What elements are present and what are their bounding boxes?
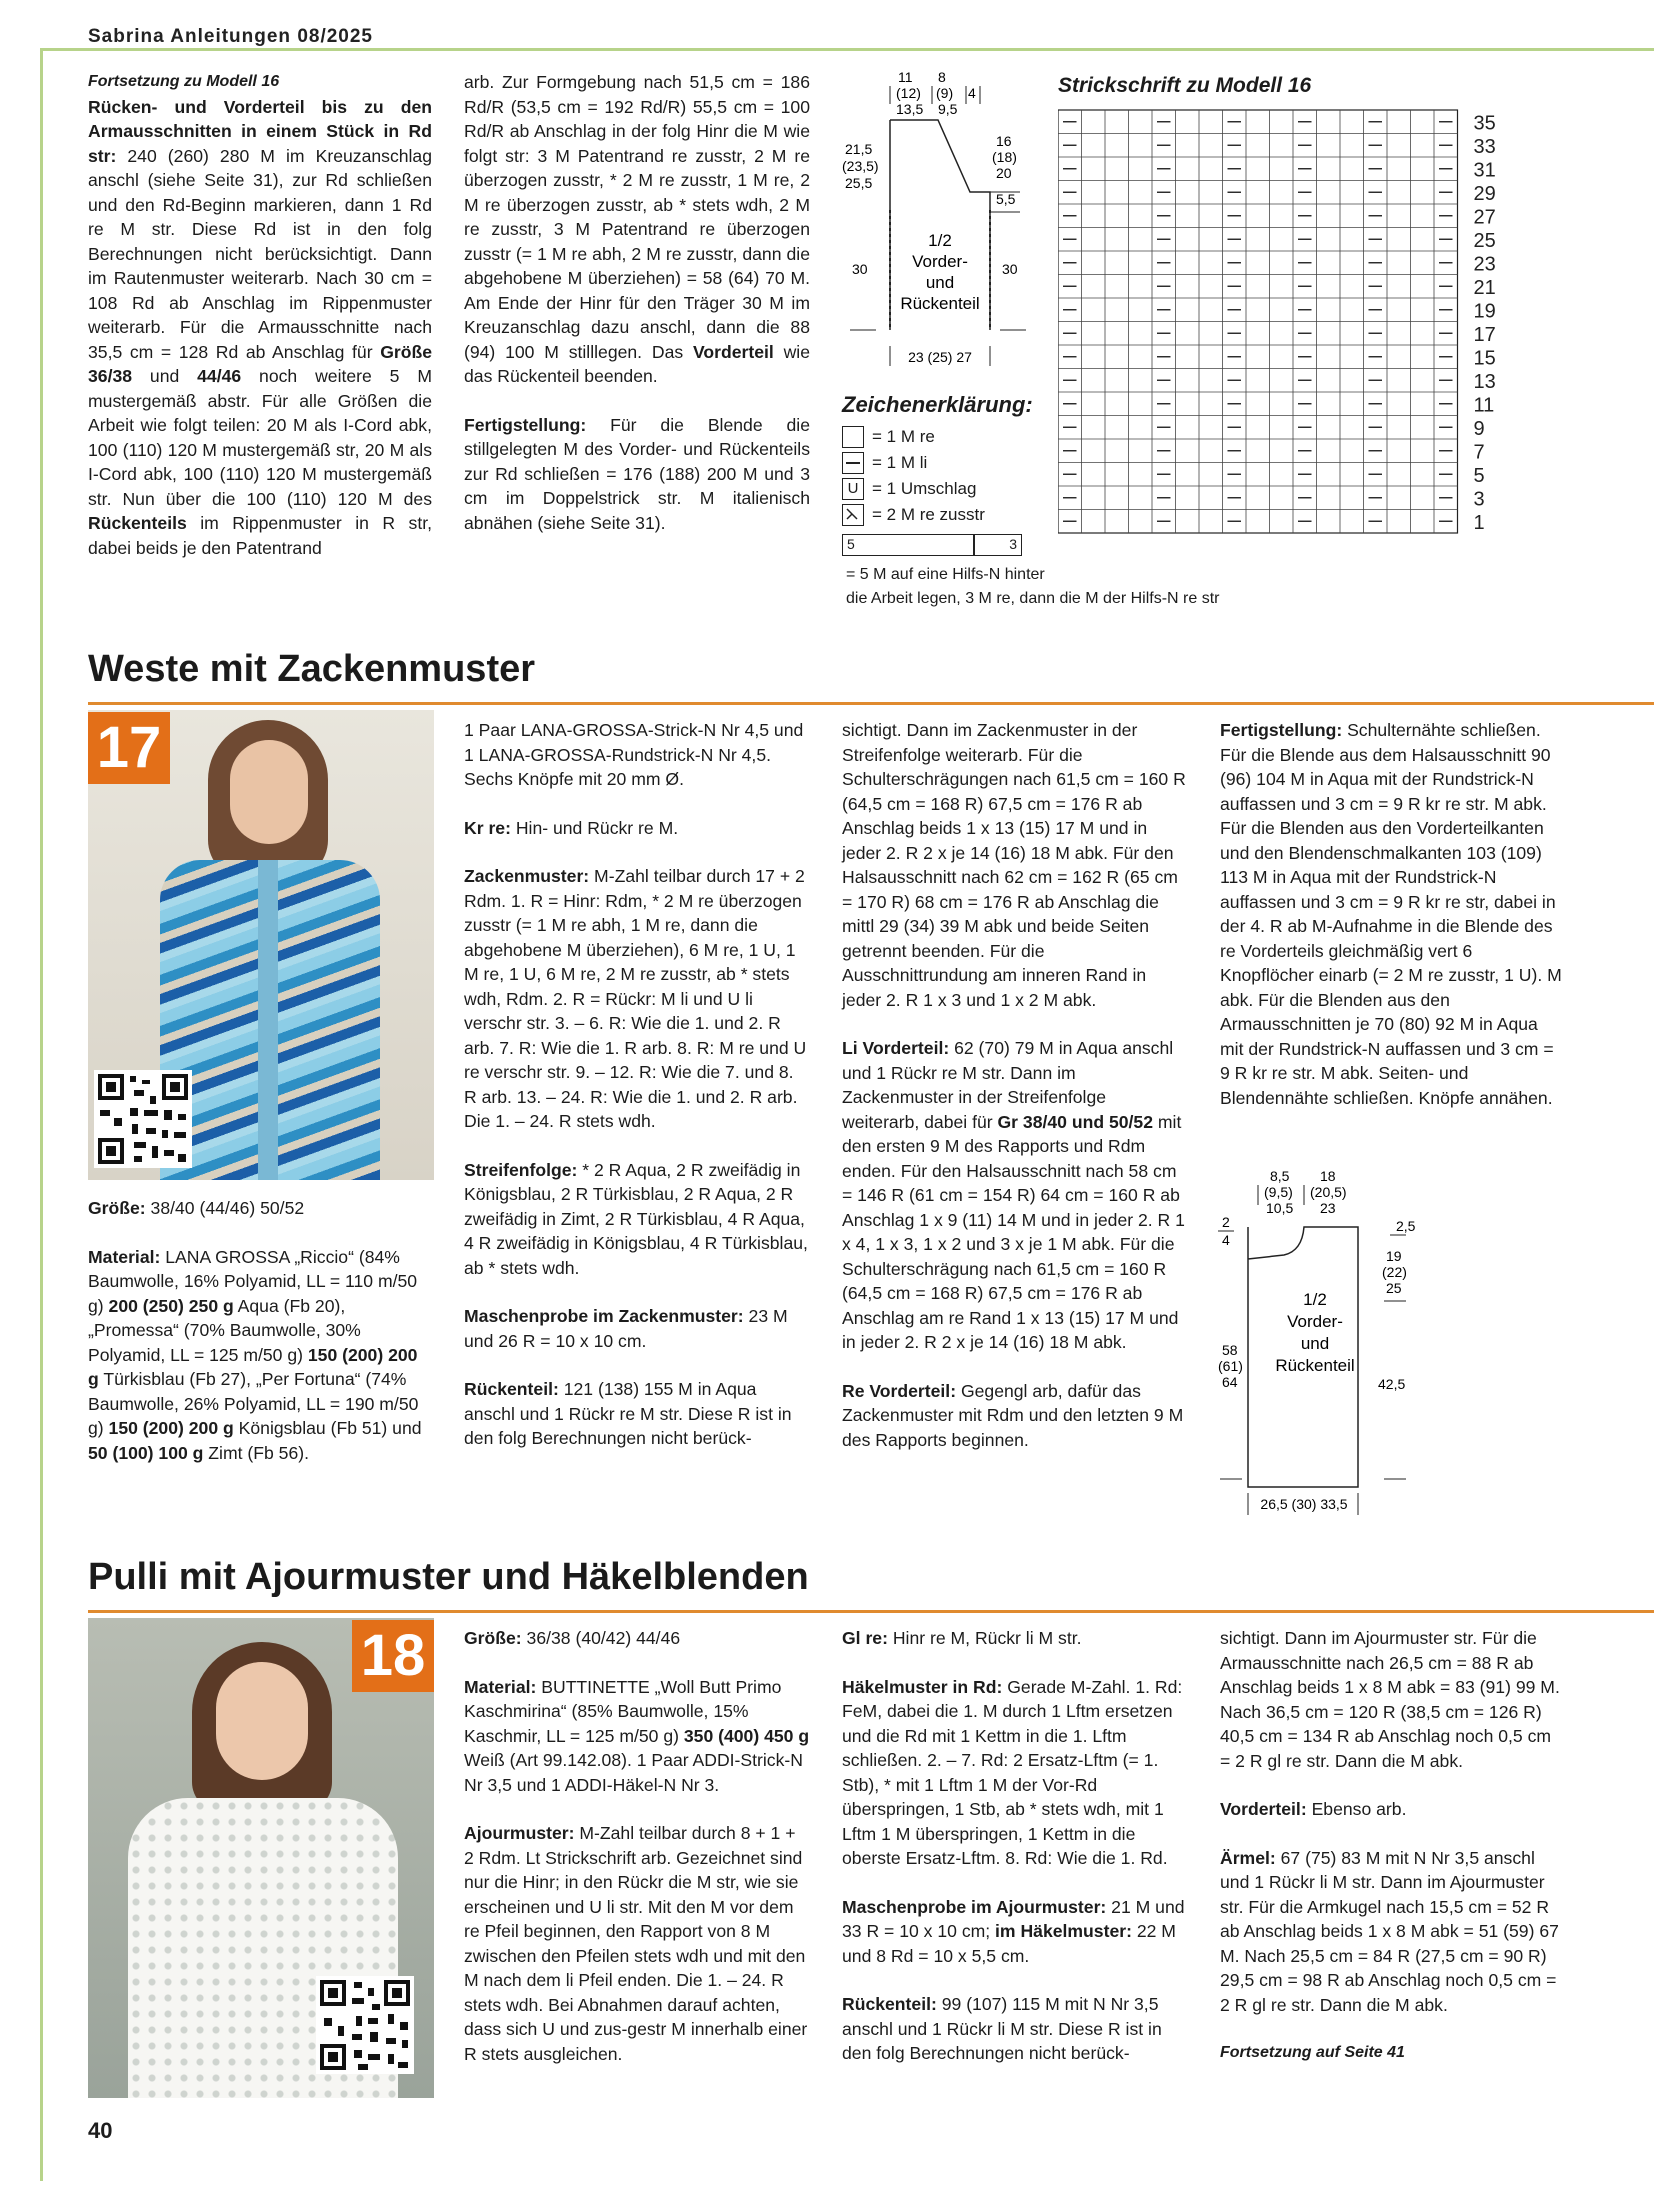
magazine-header: Sabrina Anleitungen 08/2025 bbox=[88, 26, 373, 47]
m18-text: sichtigt. Dann im Ajourmuster str. Für die Armausschnitte nach 26,5 cm = 88 R ab Anschlag beids 1 x 8 M abk = 83 (91) 99 M. Nach 36,5 cm = 120 R (38,5 cm = 126 R) 40,5 cm = 134 R ab Anschlag noch 0,5 cm = 2 R gl re str. Dann die M abk. bbox=[1220, 1628, 1560, 1771]
m17-text: Schulternähte schließen. Für die Blende aus dem Halsausschnitt 90 (96) 104 M in Aqua mit der Rundstrick-N auffassen und 3 cm = 9 R kr re str. M abk. Für die Blenden aus den Vorderteilkanten und den Blendenschmalkanten 103 (109) 113 M in Aqua mit der Rundstrick-N auffassen und 3 cm = 9 R kr re str, dabei in der 4. R ab M-Aufnahme in die Blende des re Vorderteils gleichmäßig vert 6 Knopflöcher einarb (= 2 M re zusstr, 1 U). M abk. Für die Blenden aus den Armausschnitten je 70 (80) 92 M in Aqua mit der Rundstrick-N auffassen und 3 cm = 9 R kr re str. M abk. Seiten- und Blendennähte schließen. Knöpfe annähen. bbox=[1220, 720, 1562, 1108]
m17-text: M-Zahl teilbar durch 17 + 2 Rdm. 1. R = Hinr: Rdm, * 2 M re überzogen zusstr (= 1 M re abh, 1 M re, dann die abgehobene M überziehen), 6 M re, 1 U, 1 M re, 1 U, 6 M re, 2 M re zusstr, ab * stets wdh, Rdm. 2. R = Rückr: M li und U li verschr str. 3. – 6. R: Wie die 1. und 2. R arb. 7. R: Wie die 1. R arb. 8. R: M re und U re verschr str. 9. – 12. R: Wie die 7. und 8. R arb. 13. – 24. R: Wie die 1. und 2. R arb. Die 1. – 24. R stets wdh. bbox=[464, 866, 807, 1131]
m18-gl-re-label: Gl re: bbox=[842, 1628, 888, 1648]
m18-haekel-probe-label: im Häkelmuster: bbox=[995, 1921, 1132, 1941]
schema-label: 21,5 bbox=[845, 141, 873, 157]
knit-symbol bbox=[842, 426, 864, 448]
m17-needles: 1 Paar LANA-GROSSA-Strick-N Nr 4,5 und 1 LANA-GROSSA-Rundstrick-N Nr 4,5. Sechs Knöpfe mit 20 mm Ø. bbox=[464, 720, 804, 789]
chart-row-label: 9 bbox=[1473, 417, 1485, 440]
schema-label: 30 bbox=[1002, 261, 1018, 277]
schema-label: Rückenteil bbox=[900, 294, 980, 313]
schema-label: 2 bbox=[1222, 1214, 1230, 1230]
chart-row-label: 35 bbox=[1473, 112, 1496, 135]
m17-column-2 bbox=[464, 718, 810, 1475]
m16-text: arb. Zur Formgebung nach 51,5 cm = 186 Rd/R (53,5 cm = 192 Rd/R) 55,5 cm = 100 Rd/R ab Anschlag in der folg Hinr die M wie folgt str: 3 M Patentrand re zusstr, 2 M re überzogen zusstr, * 2 M re zusstr, 1 M re, 2 M re überzogen zusstr, ab * stets wdh, 2 M re zusstr, 3 M Patentrand re überzogen zusstr (= 1 M re abh, 2 M re zusstr, dann die abgehobene M überziehen) = 58 (64) 70 M. Am Ende der Hinr für den Träger 30 M im Kreuzanschlag dazu anschl, dann die 88 (94) 100 M stilllegen. Das bbox=[464, 72, 810, 362]
m18-ajourmuster-label: Ajourmuster: bbox=[464, 1823, 575, 1843]
m18-column-3 bbox=[1220, 1626, 1566, 2066]
m16-column-2 bbox=[464, 70, 810, 559]
m18-continuation-label: Fortsetzung auf Seite 41 bbox=[1220, 2044, 1405, 2061]
m16-text: wie das Rückenteil beenden. bbox=[464, 341, 811, 386]
m16-schematic bbox=[840, 70, 1040, 380]
m18-material-label: Material: bbox=[464, 1676, 537, 1697]
schema-label: (20,5) bbox=[1310, 1184, 1347, 1200]
m17-fertigstellung-label: Fertigstellung: bbox=[1220, 720, 1343, 740]
cable-right-count: 3 bbox=[1009, 536, 1017, 552]
m18-rule bbox=[88, 1610, 1654, 1613]
legend-text: = 1 Umschlag bbox=[872, 479, 977, 498]
m17-text: mit den ersten 9 M des Rapports und Rdm enden. Für den Halsausschnitt nach 58 cm = 146 R (61 cm = 154 R) 64 cm = 160 R ab Anschlag 1 x 9 (11) 14 M und in jeder 2. R 1 x 4, 1 x 3, 1 x 2 und 3 x je 1 M abk. Für die Schulterschrägung nach 61,5 cm = 160 R (64,5 cm = 168 R) 67,5 cm = 176 R ab Anschlag am re Rand 1 x 13 (15) 17 M und in jeder 2. R 2 x je 14 (16) 18 M abk. bbox=[842, 1111, 1185, 1352]
schema-label: 8,5 bbox=[1270, 1168, 1290, 1184]
m18-text: Gerade M-Zahl. 1. Rd: FeM, dabei die 1. M durch 1 Lftm ersetzen und die Rd mit 1 Kettm in die 1. Lftm schließen. 2. – 7. Rd: 2 Ersatz-Lftm (= 1. Stb), * mit 1 Lftm 1 M der Vor-Rd überspringen, 1 Stb, ab * stets wdh, mit 1 Lftm 1 M überspringen, 1 Kettm in die oberste Ersatz-Lftm. 8. Rd: Wie die 1. Rd. bbox=[842, 1676, 1183, 1868]
schema-label: 42,5 bbox=[1378, 1376, 1406, 1392]
m17-column-1 bbox=[88, 1196, 428, 1489]
m17-text: Gegengl arb, dafür das Zackenmuster mit Rdm und den letzten 9 M des Rapports beginnen. bbox=[842, 1380, 1184, 1450]
schema-label: (9) bbox=[936, 85, 954, 101]
schema-label: 1/2 bbox=[1303, 1290, 1327, 1309]
m17-amount: 200 (250) 250 g bbox=[108, 1295, 234, 1316]
chart-row-label: 5 bbox=[1473, 464, 1485, 487]
chart-row-label: 19 bbox=[1473, 300, 1496, 323]
schema-label: und bbox=[1300, 1334, 1330, 1353]
schema-label: 4 bbox=[1222, 1232, 1230, 1248]
m17-title: Weste mit Zackenmuster bbox=[88, 648, 536, 690]
m17-text: LANA GROSSA „Riccio“ (84% Baumwolle, 16% Polyamid, LL = 110 m/50 g) bbox=[88, 1246, 418, 1316]
m18-text: 99 (107) 115 M mit N Nr 3,5 anschl und 1 Rückr li M str. Diese R ist in den folg Berechnungen nicht berück- bbox=[842, 1994, 1162, 2063]
schema-label: 13,5 bbox=[896, 101, 924, 117]
m18-maschenprobe-label: Maschenprobe im Ajourmuster: bbox=[842, 1896, 1107, 1917]
m17-column-4 bbox=[1220, 718, 1566, 1134]
cable-left-count: 5 bbox=[847, 536, 855, 552]
m17-text: Königsblau (Fb 51) und bbox=[233, 1418, 422, 1438]
legend-purl bbox=[842, 452, 927, 474]
chart-row-label: 33 bbox=[1473, 135, 1496, 158]
m18-text: Weiß (Art 99.142.08). 1 Paar ADDI-Strick-N Nr 3,5 und 1 ADDI-Häkel-N Nr 3. bbox=[464, 1750, 803, 1795]
schema-label: 20 bbox=[996, 165, 1012, 181]
schema-label: 58 bbox=[1222, 1342, 1238, 1358]
m17-text: 62 (70) 79 M in Aqua anschl und 1 Rückr re M str. Dann im Zackenmuster in der Streifenfolge weiterarb, dabei für bbox=[842, 1038, 1174, 1132]
m17-text: 121 (138) 155 M in Aqua anschl und 1 Rückr re M str. Diese R ist in den folg Berechnungen nicht berück- bbox=[464, 1379, 792, 1448]
m17-zackenmuster-label: Zackenmuster: bbox=[464, 866, 590, 886]
m16-column-1 bbox=[88, 70, 432, 584]
chart-row-label: 13 bbox=[1473, 370, 1496, 393]
m17-maschenprobe-label: Maschenprobe im Zackenmuster: bbox=[464, 1306, 744, 1326]
schema-label: 9,5 bbox=[938, 101, 958, 117]
schema-label: Vorder- bbox=[912, 252, 968, 271]
schema-label: 18 bbox=[1320, 1168, 1336, 1184]
legend-title: Zeichenerklärung: bbox=[842, 392, 1033, 417]
schema-label: 2,5 bbox=[1396, 1218, 1416, 1234]
m17-text: Aqua (Fb 20), „Promessa“ (70% Baumwolle, 30% Polyamid, LL = 125 m/50 g) bbox=[88, 1295, 361, 1365]
m18-aermel-label: Ärmel: bbox=[1220, 1847, 1276, 1868]
schema-label: Vorder- bbox=[1287, 1312, 1343, 1331]
chart-row-label: 21 bbox=[1473, 276, 1496, 299]
legend-yarnover bbox=[842, 478, 976, 500]
chart-row-label: 23 bbox=[1473, 253, 1496, 276]
page-number: 40 bbox=[88, 2118, 113, 2143]
m18-text: 67 (75) 83 M mit N Nr 3,5 anschl und 1 Rückr li M str. Dann im Ajourmuster str. Für die Armkugel nach 15,5 cm = 52 R ab Anschlag beids 1 x 8 M abk = 51 (59) 67 M. Nach 25,5 cm = 84 R (27,5 cm = 90 R) 29,5 cm = 98 R ab Anschlag noch 0,5 cm = 2 R gl re str. Dann die M abk. bbox=[1220, 1847, 1559, 2015]
m18-text: 36/38 (40/42) 44/46 bbox=[521, 1628, 681, 1648]
m18-title: Pulli mit Ajourmuster und Häkelblenden bbox=[88, 1556, 809, 1598]
chart-row-label: 11 bbox=[1473, 394, 1495, 417]
chart-row-label: 31 bbox=[1473, 159, 1496, 182]
schema-label: (9,5) bbox=[1264, 1184, 1293, 1200]
m17-text: sichtigt. Dann im Zackenmuster in der Streifenfolge weiterarb. Für die Schulterschrägungen nach 61,5 cm = 160 R (64,5 cm = 168 R) 67,5 cm = 176 R ab Anschlag beids 1 x 13 (15) 17 M und in jeder 2. R 2 x je 14 (16) 18 M abk. Für den Halsausschnitt nach 62 cm = 162 R (65 cm = 170 R) 68 cm = 176 R ab Anschlag die mittl 29 (34) 39 M abk und beide Seiten getrennt beenden. Für die Ausschnittrundung am inneren Rand in jeder 2. R 1 x 3 und 1 x 2 M abk. bbox=[842, 720, 1186, 1010]
m17-text: 38/40 (44/46) 50/52 bbox=[145, 1198, 305, 1218]
m18-size-label: Größe: bbox=[464, 1628, 522, 1648]
m18-column-2 bbox=[842, 1626, 1188, 2090]
m18-number-badge: 18 bbox=[352, 1620, 434, 1692]
m17-material-label: Material: bbox=[88, 1246, 161, 1267]
legend-text: = 2 M re zusstr bbox=[872, 505, 985, 524]
m17-rueckenteil-label: Rückenteil: bbox=[464, 1379, 559, 1399]
schema-label: 8 bbox=[938, 70, 946, 85]
yarnover-symbol: U bbox=[842, 478, 864, 500]
schema-label: 10,5 bbox=[1266, 1200, 1294, 1216]
schema-label: 4 bbox=[968, 85, 976, 101]
m17-kr-re-label: Kr re: bbox=[464, 817, 511, 838]
chart16-grid bbox=[1058, 106, 1538, 534]
schema-label: 19 bbox=[1386, 1248, 1402, 1264]
schema-label: 1/2 bbox=[928, 231, 952, 250]
m17-li-vorderteil-label: Li Vorderteil: bbox=[842, 1038, 950, 1058]
schema-label: 23 bbox=[1320, 1200, 1336, 1216]
m17-rule bbox=[88, 702, 1654, 705]
legend-text: = 1 M li bbox=[872, 453, 928, 472]
m16-heading: Rücken- und Vorderteil bis zu den Armausschnitten in einem Stück in Rd str: bbox=[88, 96, 432, 166]
m17-size-label: Größe: bbox=[88, 1198, 146, 1218]
m18-text: M-Zahl teilbar durch 8 + 1 + 2 Rdm. Lt Strickschrift arb. Gezeichnet sind nur die Hinr; in den Rückr die M str, wie sie erscheinen und U li str. Mit den M vor dem re Pfeil beginnen, den Rapport von 8 M zwischen den Pfeilen stets wdh und mit den M nach dem li Pfeil enden. Die 1. – 24. R stets wdh. Bei Abnahmen darauf achten, dass sich U und zus-gestr M innerhalb einer R stets ausgleichen. bbox=[464, 1823, 808, 2064]
legend-text: = 1 M re bbox=[872, 427, 935, 446]
m16-continuation-label: Fortsetzung zu Modell 16 bbox=[88, 73, 280, 90]
chart-row-label: 25 bbox=[1473, 229, 1496, 252]
schema-label: 25 bbox=[1386, 1280, 1402, 1296]
m18-vorderteil-label: Vorderteil: bbox=[1220, 1799, 1307, 1819]
m16-text: Für die Blende die stillgelegten M des Vorder- und Rückenteils zur Rd schließen = 176 (188) 200 M und 3 cm im Doppelstrick str. M italienisch abnähen (siehe Seite 31). bbox=[464, 414, 810, 533]
m17-qr-code[interactable] bbox=[94, 1070, 192, 1168]
m17-number-badge: 17 bbox=[88, 712, 170, 784]
m18-qr-code[interactable] bbox=[316, 1976, 414, 2074]
schema-label: und bbox=[925, 273, 955, 292]
m17-streifenfolge-label: Streifenfolge: bbox=[464, 1159, 578, 1180]
k2tog-symbol bbox=[842, 504, 864, 526]
m17-amount: 150 (200) 200 g bbox=[108, 1418, 234, 1438]
m17-text: Hin- und Rückr re M. bbox=[510, 817, 679, 838]
m18-rueckenteil-label: Rückenteil: bbox=[842, 1994, 937, 2014]
legend-cable-text-1: = 5 M auf eine Hilfs-N hinter bbox=[846, 566, 1045, 583]
m18-text: Ebenso arb. bbox=[1306, 1799, 1407, 1819]
m18-text: 22 M und 8 Rd = 10 x 5,5 cm. bbox=[842, 1921, 1176, 1966]
m18-text: 21 M und 33 R = 10 x 10 cm; bbox=[842, 1896, 1185, 1941]
m17-text: * 2 R Aqua, 2 R zweifädig in Königsblau, 2 R Türkisblau, 2 R Aqua, 2 R zweifädig in Zimt, 2 R Türkisblau, 4 R Aqua, 4 R zweifädig in Königsblau, 4 R Türkisblau, ab * stets wdh. bbox=[464, 1159, 808, 1278]
m16-size-a: Größe 36/38 bbox=[88, 341, 432, 386]
schema-label: (12) bbox=[896, 85, 921, 101]
m17-sizes: Gr 38/40 und 50/52 bbox=[997, 1111, 1153, 1132]
chart-row-label: 1 bbox=[1473, 511, 1485, 534]
m17-column-3 bbox=[842, 718, 1188, 1476]
m17-text: Zimt (Fb 56). bbox=[203, 1442, 309, 1463]
chart-row-label: 15 bbox=[1473, 347, 1496, 370]
cable-symbol bbox=[842, 534, 1022, 556]
schema-label: 26,5 (30) 33,5 bbox=[1260, 1496, 1348, 1512]
legend-cable-text-2: die Arbeit legen, 3 M re, dann die M der Hilfs-N re str bbox=[846, 590, 1220, 607]
schema-label: 25,5 bbox=[845, 175, 873, 191]
m17-re-vorderteil-label: Re Vorderteil: bbox=[842, 1380, 957, 1401]
legend-knit bbox=[842, 426, 935, 448]
schema-label: 5,5 bbox=[996, 191, 1016, 207]
schema-label: (22) bbox=[1382, 1264, 1407, 1280]
m16-text: noch weitere 5 M mustergemäß abstr. Für alle Größen die Arbeit wie folgt teilen: 20 M als I-Cord abk, 100 (110) 120 M mustergemäß str, 20 M als I-Cord abk, 100 (110) 120 M mustergemäß str. Nun über die 100 (110) 120 M des bbox=[88, 366, 432, 509]
m17-amount: 150 (200) 200 g bbox=[88, 1344, 418, 1389]
m17-text: Türkisblau (Fb 27), „Per Fortuna“ (74% Baumwolle, 26% Polyamid, LL = 190 m/50 g) bbox=[88, 1369, 419, 1438]
m17-amount: 50 (100) 100 g bbox=[88, 1442, 204, 1463]
m16-rueckenteil: Rückenteils bbox=[88, 513, 187, 533]
m18-text: Hinr re M, Rückr li M str. bbox=[887, 1628, 1082, 1648]
m18-haekelmuster-label: Häkelmuster in Rd: bbox=[842, 1676, 1003, 1697]
chart16-title: Strickschrift zu Modell 16 bbox=[1058, 74, 1312, 97]
m16-text: im Rippenmuster in R str, dabei beids je den Patentrand bbox=[88, 513, 432, 558]
chart-row-label: 3 bbox=[1473, 488, 1485, 511]
schema-label: 30 bbox=[852, 261, 868, 277]
m17-text: 23 M und 26 R = 10 x 10 cm. bbox=[464, 1306, 788, 1351]
schema-label: (61) bbox=[1218, 1358, 1243, 1374]
chart-row-label: 29 bbox=[1473, 182, 1496, 205]
m18-text: BUTTINETTE „Woll Butt Primo Kaschmirina“ (85% Baumwolle, 15% Kaschmir, LL = 125 m/50 g) bbox=[464, 1676, 782, 1746]
schema-label: (23,5) bbox=[842, 158, 879, 174]
schema-label: 11 bbox=[898, 70, 913, 85]
m16-text: und bbox=[132, 366, 198, 386]
m16-vorderteil: Vorderteil bbox=[692, 341, 774, 362]
chart-row-label: 27 bbox=[1473, 206, 1496, 229]
m16-fertigstellung: Fertigstellung: bbox=[464, 414, 587, 435]
schema-label: Rückenteil bbox=[1275, 1356, 1355, 1375]
m16-text: 240 (260) 280 M im Kreuzanschlag anschl (siehe Seite 31), zur Rd schließen und den Rd-Beginn markieren, dann 1 Rd re M str. Diese Rd ist in den folg Berechnungen nicht berücksichtigt. Dann im Rautenmuster weiterarb. Nach 30 cm = 108 Rd ab Anschlag im Rippenmuster weiterarb. Für die Armausschnitte nach 35,5 cm = 128 Rd ab Anschlag für bbox=[88, 145, 432, 362]
m18-column-1 bbox=[464, 1626, 810, 2090]
m17-schematic bbox=[1210, 1165, 1430, 1525]
schema-label: (18) bbox=[992, 149, 1017, 165]
purl-symbol bbox=[842, 452, 864, 474]
chart-row-label: 7 bbox=[1473, 441, 1485, 464]
schema-label: 16 bbox=[996, 133, 1012, 149]
chart-row-label: 17 bbox=[1473, 323, 1496, 346]
legend-k2tog bbox=[842, 504, 985, 526]
schema-label: 23 (25) 27 bbox=[908, 349, 972, 365]
schema-label: 64 bbox=[1222, 1374, 1238, 1390]
m18-amount: 350 (400) 450 g bbox=[683, 1725, 810, 1746]
m16-size-b: 44/46 bbox=[197, 366, 242, 386]
